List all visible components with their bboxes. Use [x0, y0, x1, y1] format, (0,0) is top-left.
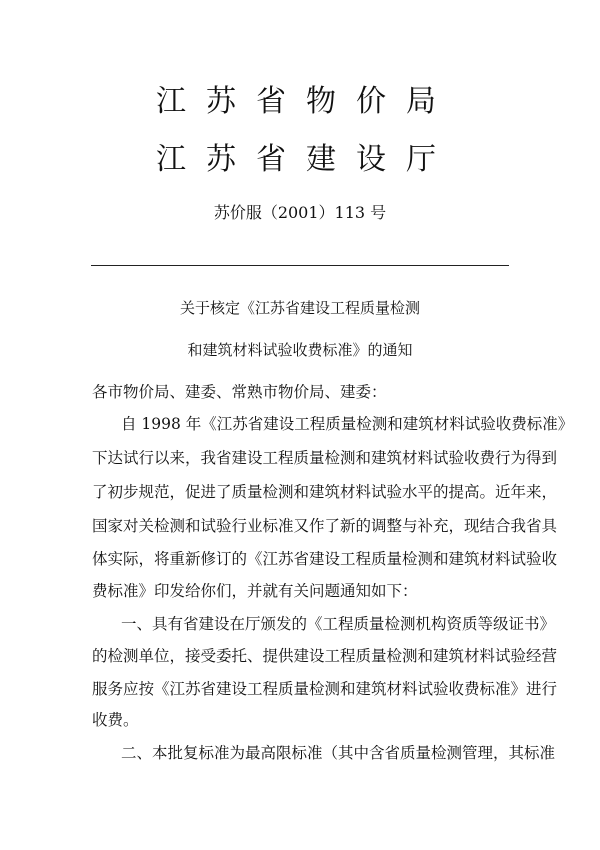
body-line: 二、本批复标准为最高限标准（其中含省质量检测管理，其标准: [121, 744, 556, 762]
document-number: 苏价服（2001）113 号: [213, 203, 387, 222]
body-line: 收费。: [92, 711, 139, 729]
body-line: 的检测单位，接受委托、提供建设工程质量检测和建筑材料试验经营: [92, 647, 558, 665]
body-line: 一、具有省建设在厅颁发的《工程质量检测机构资质等级证书》: [121, 615, 556, 633]
body-line: 国家对关检测和试验行业标准又作了新的调整与补充，现结合我省具: [92, 517, 558, 535]
salutation: 各市物价局、建委、常熟市物价局、建委：: [92, 383, 387, 401]
issuer-provincial-construction-department: 江苏省建设厅: [156, 142, 456, 177]
notice-title-line-1: 关于核定《江苏省建设工程质量检测: [179, 299, 420, 317]
body-line: 下达试行以来，我省建设工程质量检测和建筑材料试验收费行为得到: [92, 449, 558, 467]
body-line: 了初步规范，促进了质量检测和建筑材料试验水平的提高。近年来，: [92, 483, 558, 501]
header-divider: [91, 265, 509, 266]
body-line: 自 1998 年《江苏省建设工程质量检测和建筑材料试验收费标准》: [121, 415, 574, 433]
body-line: 服务应按《江苏省建设工程质量检测和建筑材料试验收费标准》进行: [92, 680, 558, 698]
body-line: 体实际，将重新修订的《江苏省建设工程质量检测和建筑材料试验收: [92, 550, 558, 568]
issuer-provincial-price-bureau: 江苏省物价局: [156, 84, 456, 119]
notice-title-line-2: 和建筑材料试验收费标准》的通知: [187, 341, 413, 359]
body-line: 费标准》印发给你们，并就有关问题通知如下：: [92, 582, 418, 600]
